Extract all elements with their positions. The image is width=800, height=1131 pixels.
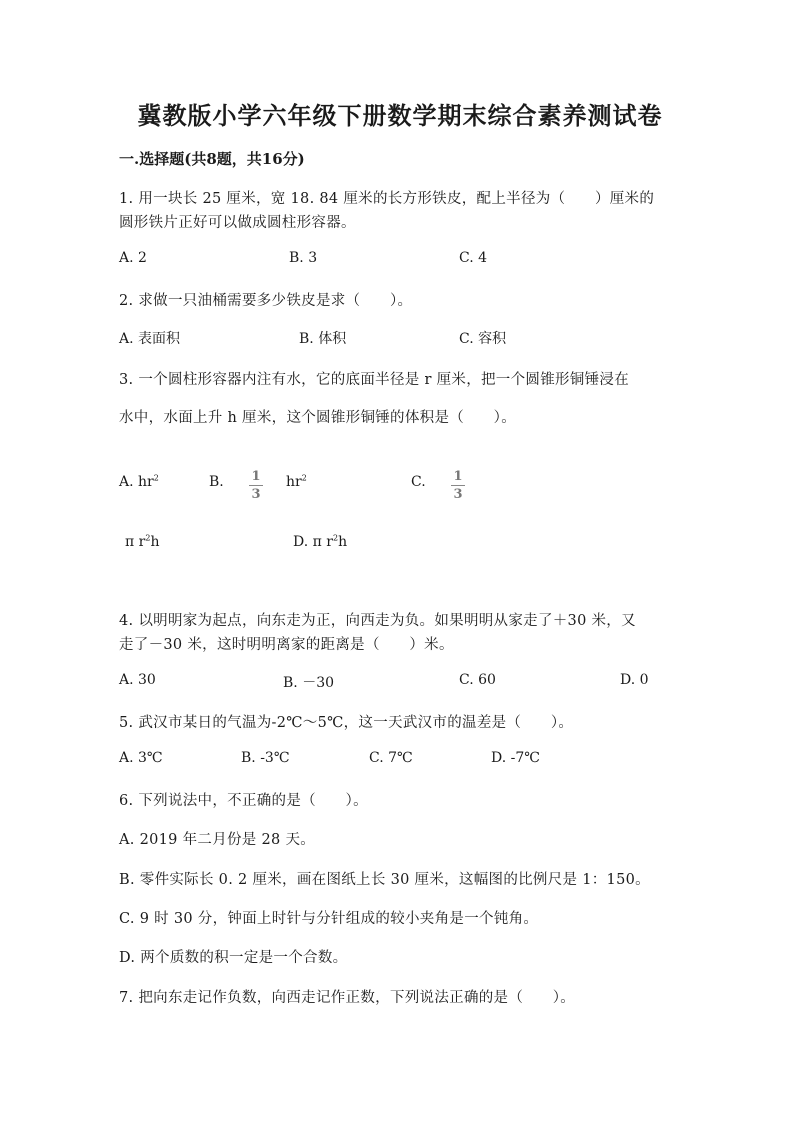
question-3-option-b-text xyxy=(286,474,307,490)
question-6-option-a: A. 2019 年二月份是 28 天。 xyxy=(119,832,316,848)
question-7-line-1: 7. 把向东走记作负数，向西走记作正数，下列说法正确的是（ ）。 xyxy=(119,990,576,1006)
question-3-option-b-label: B. xyxy=(209,474,224,490)
section-heading: 一.选择题(共8题，共16分) xyxy=(119,150,305,168)
option-a-text: A. hr xyxy=(119,474,154,490)
question-2-line-1: 2. 求做一只油桶需要多少铁皮是求（ ）。 xyxy=(119,293,413,309)
question-1-line-1: 1. 用一块长 25 厘米，宽 18. 84 厘米的长方形铁皮，配上半径为（ ）厘米的 xyxy=(119,191,655,207)
question-5-option-d: D. -7℃ xyxy=(491,750,540,766)
question-6-option-c: C. 9 时 30 分，钟面上时针与分针组成的较小夹角是一个钝角。 xyxy=(119,911,539,927)
superscript-two: 2 xyxy=(145,533,151,543)
question-4-line-2: 走了－30 米，这时明明离家的距离是（ ）米。 xyxy=(119,637,454,653)
option-c-text: π r xyxy=(125,534,146,550)
option-d-tail: h xyxy=(338,534,348,550)
question-3-option-a xyxy=(119,474,159,490)
question-3-option-d xyxy=(293,534,347,550)
question-1-option-c: C. 4 xyxy=(459,250,488,266)
option-b-text: hr xyxy=(286,474,302,490)
option-c-tail: h xyxy=(150,534,160,550)
question-5-option-a: A. 3℃ xyxy=(119,750,163,766)
question-3-line-1: 3. 一个圆柱形容器内注有水，它的底面半径是 r 厘米，把一个圆锥形铜锤浸在 xyxy=(119,372,629,388)
question-2-option-c: C. 容积 xyxy=(459,331,507,347)
fraction-one-third-b xyxy=(249,469,263,502)
question-4-option-d: D. 0 xyxy=(620,672,649,688)
question-6-option-d: D. 两个质数的积一定是一个合数。 xyxy=(119,950,348,966)
question-4-line-1: 4. 以明明家为起点，向东走为正，向西走为负。如果明明从家走了＋30 米，又 xyxy=(119,613,636,629)
question-1-option-b: B. 3 xyxy=(289,250,318,266)
option-d-text: D. π r xyxy=(293,534,333,550)
fraction-bar xyxy=(249,485,263,486)
fraction-numerator: 1 xyxy=(251,469,261,484)
fraction-denominator: 3 xyxy=(251,487,261,502)
question-5-line-1: 5. 武汉市某日的气温为-2℃～5℃，这一天武汉市的温差是（ ）。 xyxy=(119,715,574,731)
fraction-numerator: 1 xyxy=(453,469,463,484)
question-2-option-a: A. 表面积 xyxy=(119,331,181,347)
question-3-option-c-continued xyxy=(125,534,159,550)
page-title: 冀教版小学六年级下册数学期末综合素养测试卷 xyxy=(137,101,663,130)
question-5-option-b: B. -3℃ xyxy=(241,750,290,766)
question-6-line-1: 6. 下列说法中，不正确的是（ ）。 xyxy=(119,793,368,809)
question-2-option-b: B. 体积 xyxy=(299,331,347,347)
question-4-option-a: A. 30 xyxy=(119,672,156,688)
question-5-option-c: C. 7℃ xyxy=(369,750,413,766)
question-3-line-2: 水中，水面上升 h 厘米，这个圆锥形铜锤的体积是（ ）。 xyxy=(119,410,517,426)
question-4-option-c: C. 60 xyxy=(459,672,496,688)
fraction-denominator: 3 xyxy=(453,487,463,502)
superscript-two: 2 xyxy=(301,473,307,483)
question-6-option-b: B. 零件实际长 0. 2 厘米，画在图纸上长 30 厘米，这幅图的比例尺是 1：150。 xyxy=(119,872,650,888)
question-3-option-c-label: C. xyxy=(411,474,426,490)
question-4-option-b: B. －30 xyxy=(283,675,335,691)
fraction-bar xyxy=(451,485,465,486)
question-1-option-a: A. 2 xyxy=(119,250,147,266)
superscript-two: 2 xyxy=(332,533,339,543)
question-1-line-2: 圆形铁片正好可以做成圆柱形容器。 xyxy=(119,215,356,231)
superscript-two: 2 xyxy=(153,473,159,483)
fraction-one-third-c xyxy=(451,469,465,502)
